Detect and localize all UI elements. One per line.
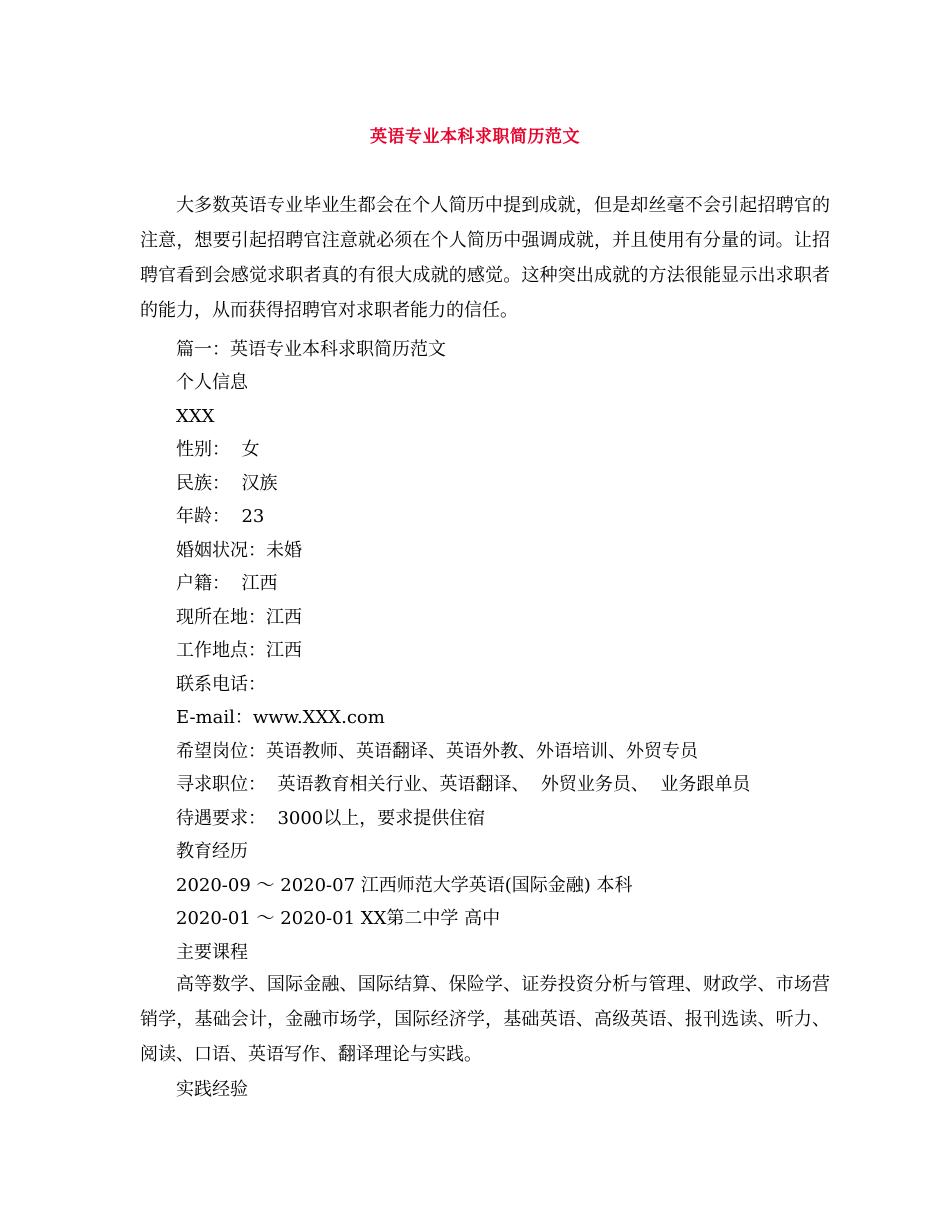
info-marital-status: 婚姻状况：未婚 (176, 540, 302, 561)
section-heading-article: 篇一：英语专业本科求职简历范文 (176, 339, 446, 360)
info-salary-requirement: 待遇要求： 3000以上，要求提供住宿 (176, 808, 486, 829)
info-seeking-position: 寻求职位： 英语教育相关行业、英语翻译、 外贸业务员、 业务跟单员 (176, 774, 751, 795)
info-email: E-mail：www.XXX.com (176, 707, 385, 728)
info-desired-position: 希望岗位：英语教师、英语翻译、英语外教、外语培训、外贸专员 (176, 741, 698, 762)
info-gender: 性别： 女 (176, 439, 260, 460)
education-entry-university: 2020-09 ～ 2020-07 江西师范大学英语(国际金融) 本科 (176, 875, 633, 896)
info-age: 年龄： 23 (176, 506, 265, 527)
info-work-location: 工作地点：江西 (176, 640, 302, 661)
section-heading-courses: 主要课程 (176, 942, 248, 963)
courses-paragraph: 高等数学、国际金融、国际结算、保险学、证券投资分析与管理、财政学、市场营销学，基础会计，金融市场学，国际经济学，基础英语、高级英语、报刊选读、听力、阅读、口语、英语写作、翻译理论与实践。 (140, 974, 830, 1065)
info-name: XXX (176, 406, 215, 427)
document-title: 英语专业本科求职简历范文 (370, 127, 580, 147)
intro-paragraph: 大多数英语专业毕业生都会在个人简历中提到成就，但是却丝毫不会引起招聘官的注意，想要引起招聘官注意就必须在个人简历中强调成就，并且使用有分量的词。让招聘官看到会感觉求职者真的有很大成就的感觉。这种突出成就的方法很能显示出求职者的能力，从而获得招聘官对求职者能力的信任。 (140, 195, 830, 321)
info-current-location: 现所在地：江西 (176, 607, 302, 628)
section-heading-personal-info: 个人信息 (176, 372, 248, 393)
info-phone: 联系电话： (176, 674, 266, 695)
section-heading-education: 教育经历 (176, 841, 248, 862)
section-heading-practice: 实践经验 (176, 1079, 248, 1100)
info-household-registration: 户籍： 江西 (176, 573, 278, 594)
info-ethnicity: 民族： 汉族 (176, 473, 278, 494)
education-entry-highschool: 2020-01 ～ 2020-01 XX第二中学 高中 (176, 908, 501, 929)
